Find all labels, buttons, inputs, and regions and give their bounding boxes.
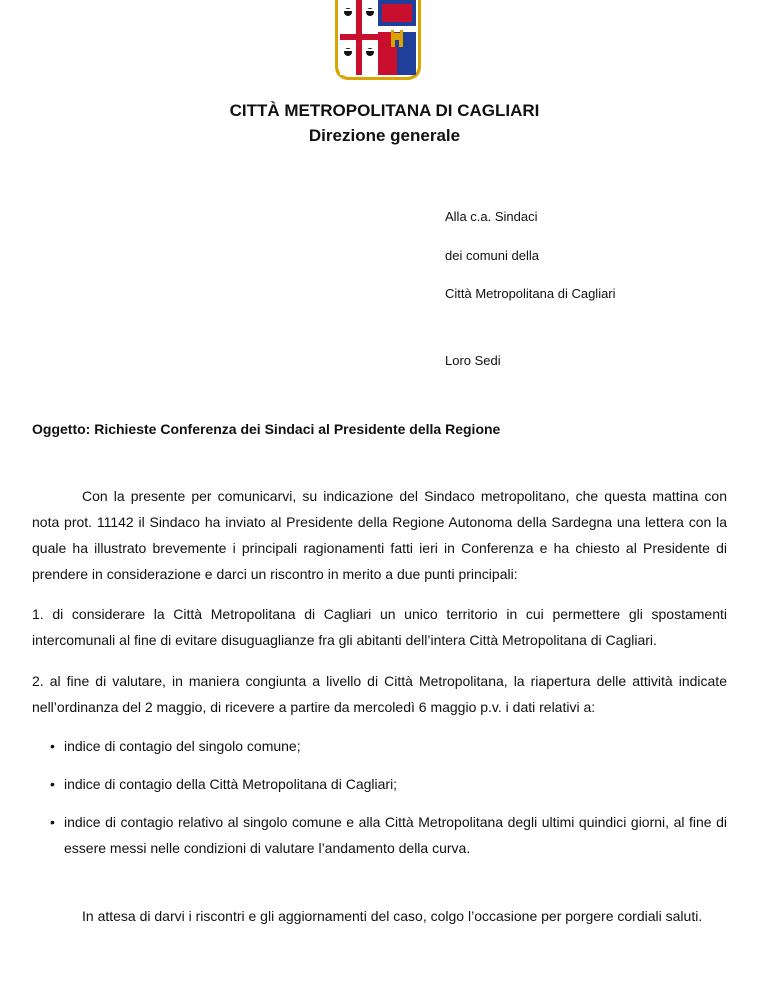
list-item: • indice di contagio relativo al singolo comune e alla Città Metropolitana degli ultimi quindici giorni, al fine di essere messi nelle condizioni di valutare l’andamento della curva. xyxy=(32,809,727,861)
recipient-line-1: Alla c.a. Sindaci xyxy=(445,209,538,224)
intro-paragraph: Con la presente per comunicarvi, su indicazione del Sindaco metropolitano, che questa mattina con nota prot. 11142 il Sindaco ha inviato al Presidente della Regione Autonoma della Sardegna una lettera con la quale ha illustrato brevemente i principali ragionamenti fatti ieri in Conferenza e ha chiesto al Presidente di prendere in considerazione e darci un riscontro in merito a due punti principali: xyxy=(32,488,727,582)
organization-title: CITTÀ METROPOLITANA DI CAGLIARI xyxy=(229,101,540,120)
letter-subject: Oggetto: Richieste Conferenza dei Sindaci al Presidente della Regione xyxy=(32,421,501,437)
list-item: • indice di contagio del singolo comune; xyxy=(32,733,727,759)
list-item: • indice di contagio della Città Metropolitana di Cagliari; xyxy=(32,771,727,797)
point-2-paragraph: 2. al fine di valutare, in maniera congiunta a livello di Città Metropolitana, la riapertura delle attività indicate nell’ordinanza del 2 maggio, di ricevere a partire da mercoledì 6 maggio p.v. i dati relativi a: xyxy=(32,673,727,715)
recipient-line-2: dei comuni della xyxy=(445,248,539,263)
recipient-line-3: Città Metropolitana di Cagliari xyxy=(445,286,616,301)
closing-paragraph: In attesa di darvi i riscontri e gli aggiornamenti del caso, colgo l’occasione per porgere cordiali saluti. xyxy=(82,908,703,924)
point-1-paragraph: 1. di considerare la Città Metropolitana di Cagliari un unico territorio in cui permettere gli spostamenti intercomunali al fine di evitare disuguaglianze fra gli abitanti dell’intera Città Metropolitana di Cagliari. xyxy=(32,606,727,648)
bullet-list xyxy=(32,733,727,861)
recipient-line-4: Loro Sedi xyxy=(445,353,501,368)
department-subtitle: Direzione generale xyxy=(308,126,461,145)
sardinia-crest-icon xyxy=(333,0,423,84)
